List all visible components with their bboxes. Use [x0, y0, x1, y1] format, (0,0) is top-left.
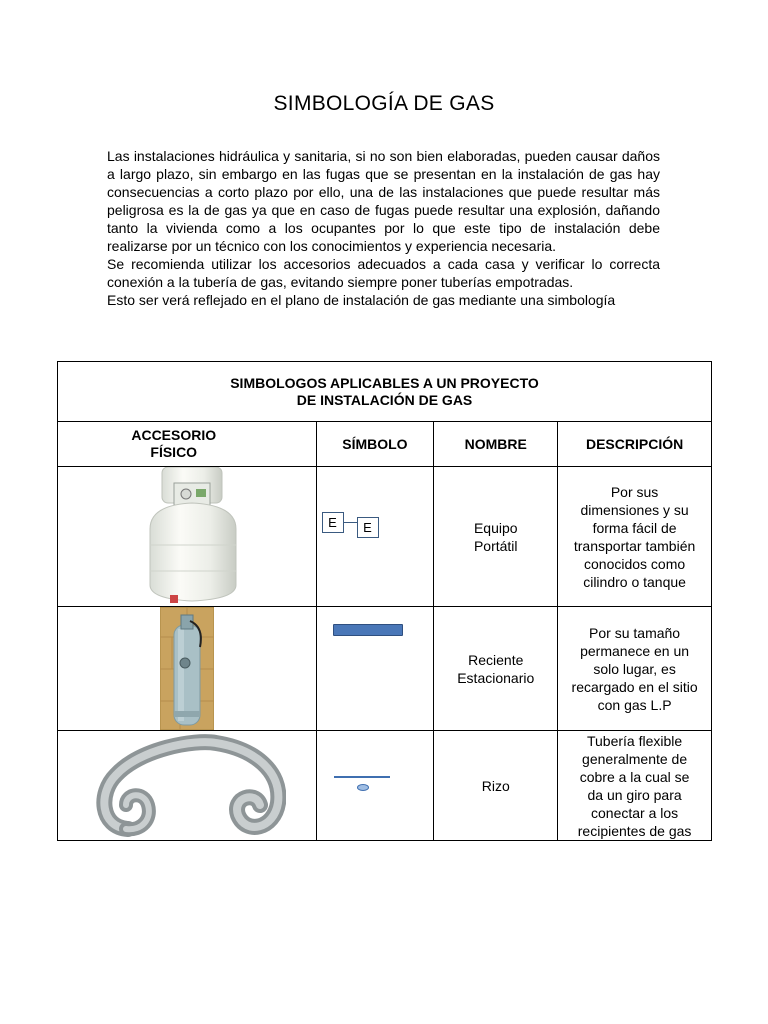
symbol-cell — [316, 607, 434, 731]
symbol-cell — [316, 731, 434, 841]
intro-paragraph: Esto ser verá reflejado en el plano de instalación de gas mediante una simbología — [107, 292, 616, 308]
symbol-connector — [344, 522, 357, 523]
description-line: recargado en el sitio — [571, 678, 698, 695]
name-cell: Rizo — [434, 731, 558, 841]
stationary-tank-image — [160, 607, 214, 730]
description-line: dimensiones y su — [580, 501, 689, 518]
description-line: conectar a los — [591, 804, 679, 821]
description-line: cobre a la cual se — [579, 768, 690, 785]
page-title: SIMBOLOGÍA DE GAS — [273, 92, 495, 115]
name-line: Reciente — [468, 651, 524, 668]
accessory-image-cell — [58, 607, 317, 731]
description-line: transportar también — [573, 537, 696, 554]
description-line: Tubería flexible — [586, 732, 683, 749]
name-line: Equipo — [473, 519, 518, 536]
description-cell — [558, 467, 712, 607]
table-header-row — [58, 422, 712, 467]
portable-equipment-symbol — [317, 467, 434, 606]
gas-cylinder-image — [138, 467, 248, 606]
caption-line: SIMBOLOGOS APLICABLES A UN PROYECTO — [230, 374, 539, 391]
header-accesorio — [58, 422, 317, 467]
header-simbolo: SÍMBOLO — [316, 422, 434, 467]
name-line: Estacionario — [457, 669, 535, 686]
description-line: permanece en un — [580, 642, 690, 659]
name-cell — [434, 607, 558, 731]
rizo-symbol — [317, 731, 434, 840]
name-cell — [434, 467, 558, 607]
symbol-box: E — [322, 512, 344, 533]
description-line: con gas L.P — [597, 696, 672, 713]
stationary-tank-symbol — [333, 624, 403, 636]
description-line: recipientes de gas — [577, 822, 692, 839]
pipe-curl-image — [96, 731, 286, 840]
header-accesorio-line: FÍSICO — [150, 444, 198, 460]
description-line: Por su tamaño — [589, 624, 681, 641]
symbol-box: E — [357, 517, 379, 538]
accessory-image-cell — [58, 731, 317, 841]
header-accesorio-line: ACCESORIO — [131, 427, 217, 443]
caption-line: DE INSTALACIÓN DE GAS — [296, 391, 473, 408]
accessory-image-cell — [58, 467, 317, 607]
name-line: Portátil — [473, 537, 518, 554]
description-line: cilindro o tanque — [583, 573, 686, 590]
gas-symbol-table — [57, 361, 712, 841]
table-row — [58, 467, 712, 607]
description-line: da un giro para — [587, 786, 682, 803]
table-caption — [58, 362, 712, 422]
rizo-curl-mark — [357, 784, 369, 791]
description-line: conocidos como — [584, 555, 686, 572]
description-line: solo lugar, es — [593, 660, 676, 677]
intro-paragraph: Se recomienda utilizar los accesorios adecuados a cada casa y verificar lo correcta conexión a la tubería de gas, evitando siempre poner tuberías empotradas. — [107, 256, 660, 290]
table-row — [58, 607, 712, 731]
header-descripcion: DESCRIPCIÓN — [558, 422, 712, 467]
description-line: generalmente de — [582, 750, 688, 767]
header-nombre: NOMBRE — [434, 422, 558, 467]
intro-paragraph: Las instalaciones hidráulica y sanitaria, si no son bien elaboradas, pueden causar daños a largo plazo, sin embargo en las fugas que se presentan en la instalación de gas hay consecuencias a corto plazo por ello, una de las instalaciones que puede resultar más peligrosa es la de gas ya que en caso de fugas puede resultar una explosión, dañando tanto la vivienda como a los ocupantes por lo que este tipo de instalación debe realizarse por un técnico con los conocimientos y experiencia necesaria. — [107, 148, 660, 254]
intro-text — [107, 147, 660, 309]
description-line: forma fácil de — [592, 519, 677, 536]
table-row — [58, 731, 712, 841]
symbol-cell — [316, 467, 434, 607]
description-line: Por sus — [610, 483, 659, 500]
description-cell — [558, 731, 712, 841]
description-cell — [558, 607, 712, 731]
rizo-line — [334, 776, 390, 778]
